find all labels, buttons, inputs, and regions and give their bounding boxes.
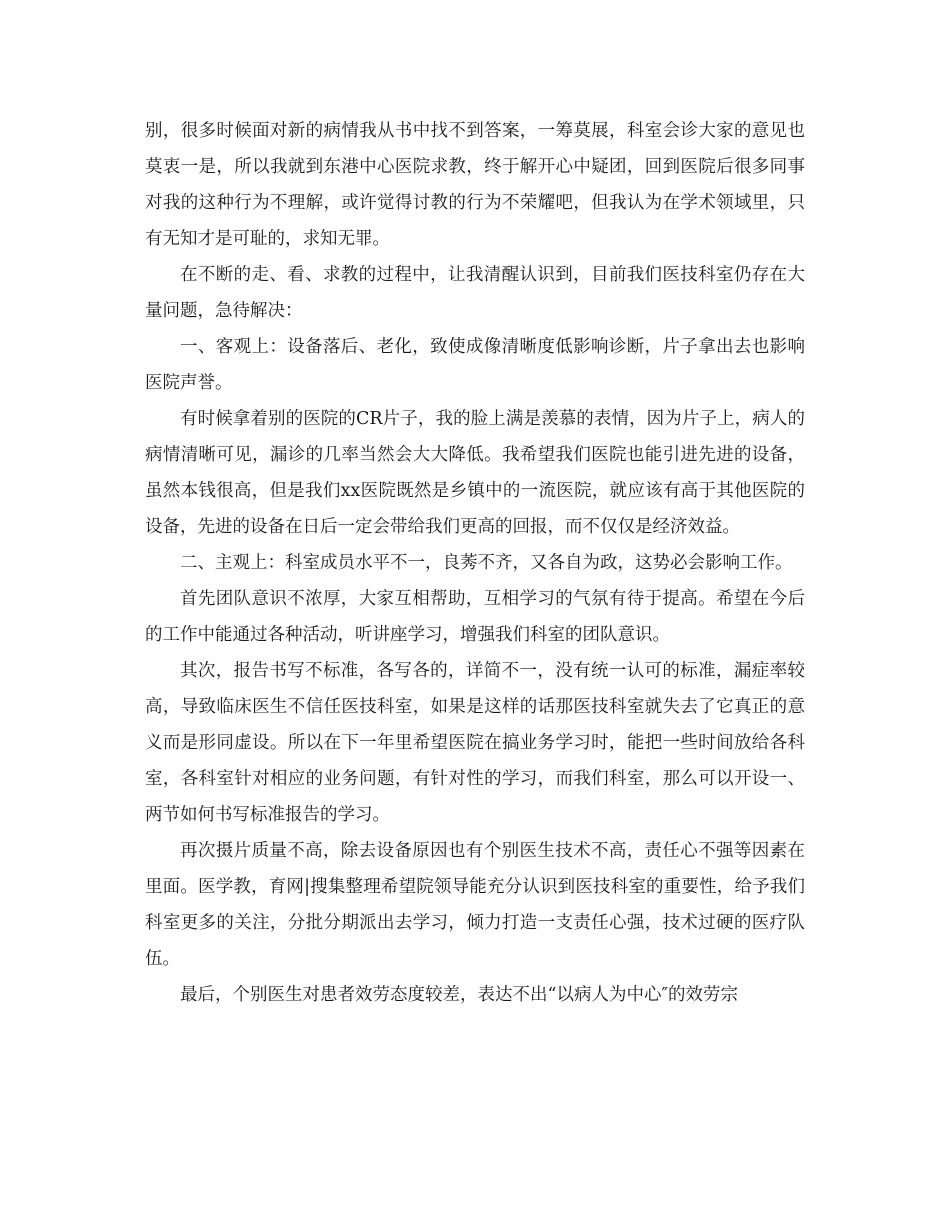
paragraph-equipment: 有时候拿着别的医院的CR片子，我的脸上满是羡慕的表情，因为片子上，病人的病情清晰可见，漏诊的几率当然会大大降低。我希望我们医院也能引进先进的设备，虽然本钱很高，但是我们xx医院既然是乡镇中的一流医院，就应该有高于其他医院的设备，先进的设备在日后一定会带给我们更高的回报，而不仅仅是经济效益。 (145, 409, 805, 537)
paragraph-problems-intro: 在不断的走、看、求教的过程中，让我清醒认识到，目前我们医技科室仍存在大量问题，急待解决： (145, 265, 805, 321)
paragraph-continuation: 别，很多时候面对新的病情我从书中找不到答案，一筹莫展，科室会诊大家的意见也莫衷一是，所以我就到东港中心医院求教，终于解开心中疑团，回到医院后很多同事对我的这种行为不理解，或许觉得讨教的行为不荣耀吧，但我认为在学术领域里，只有无知才是可耻的，求知无罪。 (145, 121, 805, 249)
paragraph-film-quality: 再次摄片质量不高，除去设备原因也有个别医生技术不高，责任心不强等因素在里面。医学教，育网|搜集整理希望院领导能充分认识到医技科室的重要性，给予我们科室更多的关注，分批分期派出去学习，倾力打造一支责任心强，技术过硬的医疗队伍。 (145, 841, 805, 969)
paragraph-subjective-issue: 二、主观上：科室成员水平不一，良莠不齐，又各自为政，这势必会影响工作。 (180, 553, 793, 573)
paragraph-objective-issue: 一、客观上：设备落后、老化，致使成像清晰度低影响诊断，片子拿出去也影响医院声誉。 (145, 337, 805, 393)
paragraph-service-attitude: 最后，个别医生对患者效劳态度较差，表达不出“以病人为中心″的效劳宗 (180, 985, 738, 1005)
document-body (145, 113, 805, 1013)
paragraph-team-spirit: 首先团队意识不浓厚，大家互相帮助，互相学习的气氛有待于提高。希望在今后的工作中能通过各种活动，听讲座学习，增强我们科室的团队意识。 (145, 589, 805, 645)
paragraph-report-writing: 其次，报告书写不标准，各写各的，详简不一，没有统一认可的标准，漏症率较高，导致临床医生不信任医技科室，如果是这样的话那医技科室就失去了它真正的意义而是形同虚设。所以在下一年里希望医院在搞业务学习时，能把一些时间放给各科室，各科室针对相应的业务问题，有针对性的学习，而我们科室，那么可以开设一、两节如何书写标准报告的学习。 (145, 661, 805, 825)
